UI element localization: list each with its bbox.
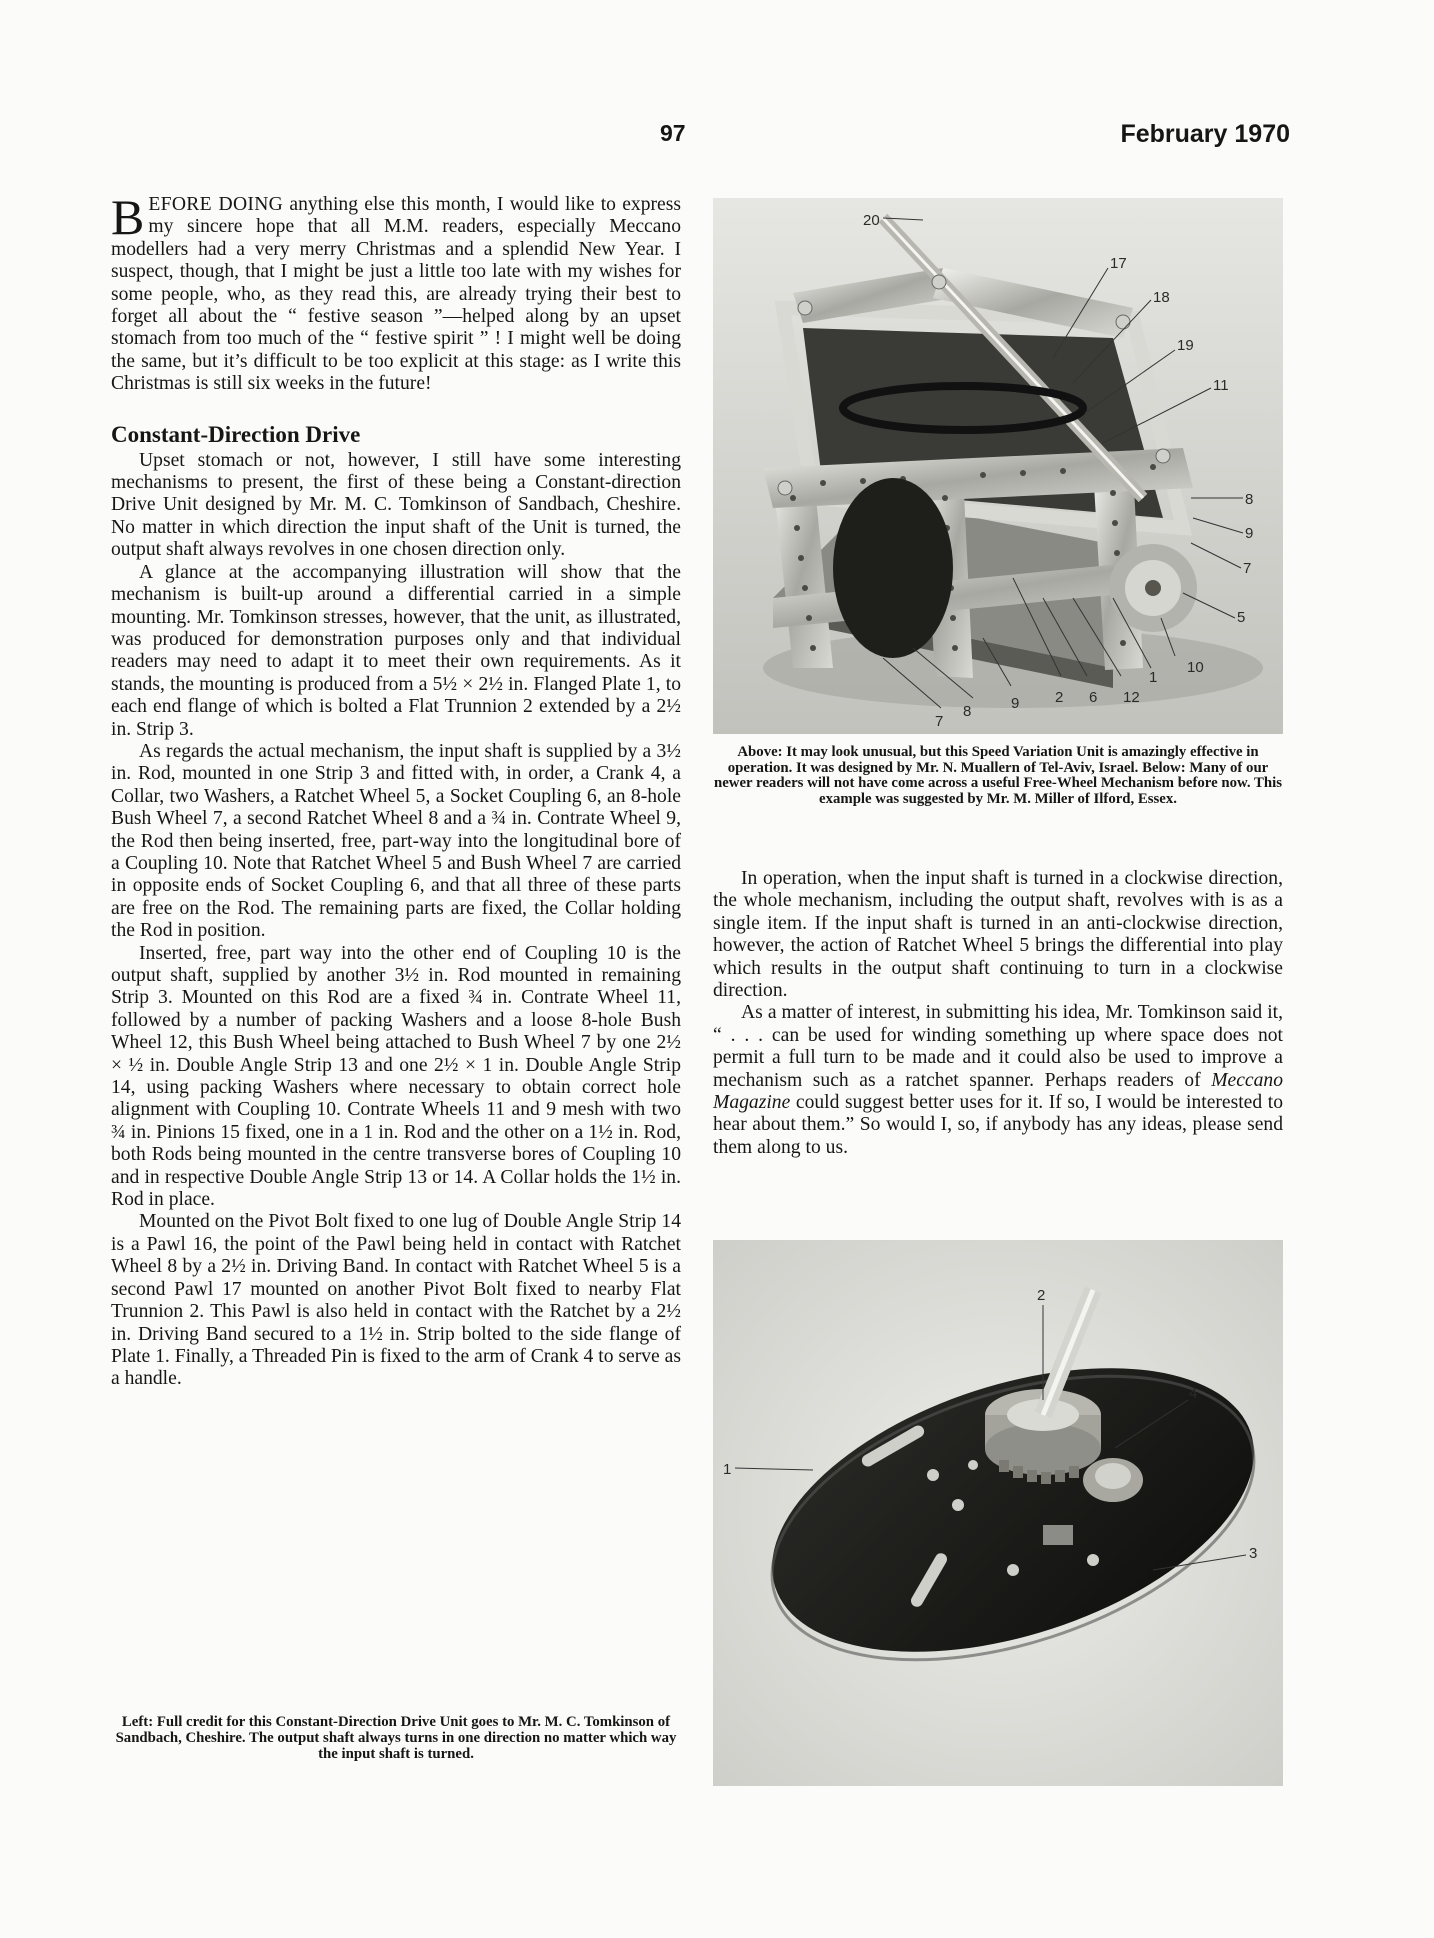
drop-cap: B — [111, 189, 145, 245]
photo-callout: 1 — [723, 1461, 732, 1478]
free-wheel-mechanism-illustration — [713, 1240, 1283, 1786]
photo-callout: 4 — [1189, 1385, 1198, 1402]
page-number: 97 — [660, 120, 686, 146]
speed-variation-unit-illustration — [713, 198, 1283, 734]
photo-callout: 7 — [935, 713, 944, 730]
photo-callout: 11 — [1213, 377, 1229, 394]
photo-callout: 12 — [1123, 689, 1140, 706]
intro-lead: EFORE DOING — [148, 194, 284, 215]
section-heading: Constant-Direction Drive — [111, 421, 361, 447]
photo-callout: 9 — [1245, 525, 1254, 542]
body-paragraph: Inserted, free, part way into the other end of Coupling 10 is the output shaft, supplied by another 3½ in. Rod mounted in remaining Strip 3. Mounted on this Rod are a fixed ¾ in. Contrate Wheel 11, followed by a number of packing Washers and a loose 8-hole Bush Wheel 12, this Bush Wheel being attached to Bush Wheel 7 by one 2½ × ½ in. Double Angle Strip 13 and one 2½ × 1 in. Double Angle Strip 14, using packing Washers where necessary to obtain correct hole alignment with Coupling 10. Contrate Wheels 11 and 9 mesh with two ¾ in. Pinions 15 fixed, one in a 1 in. Rod and the other on a 1½ in. Rod, both Rods being mounted in the centre transverse bores of Coupling 10 and in respective Double Angle Strip 13 or 14. A Collar holds the 1½ in. Rod in place. — [111, 942, 681, 1211]
photo-callout: 17 — [1110, 255, 1127, 272]
photo-callout: 19 — [1177, 337, 1194, 354]
photo-callout: 20 — [863, 212, 880, 229]
photo-callout: 18 — [1153, 289, 1170, 306]
left-column — [111, 189, 681, 1391]
body-paragraph: A glance at the accompanying illustration will show that the mechanism is built-up around a differential carried in a simple mounting. Mr. Tomkinson stresses, however, that the unit, as illustrated, was produced for demonstration purposes only and that individual readers may need to adapt it to meet their own requirements. As it stands, the mounting is produced from a 5½ × 2½ in. Flanged Plate 1, to each end flange of which is bolted a Flat Trunnion 2 extended by a 2½ in. Strip 3. — [111, 561, 681, 740]
photo-callout: 3 — [1249, 1545, 1258, 1562]
intro-text: anything else this month, I would like to express my sincere hope that all M.M. readers, especially Meccano modellers had a very merry Christmas and a splendid New Year. I suspect, though, that I might be just a little too late with my wishes for some people, who, as they read this, are already trying their best to forget all about the “ festive season ”—helped along by an upset stomach from too much of the “ festive spirit ” ! I might well be doing the same, but it’s difficult to be too explicit at this stage: as I write this Christmas is still six weeks in the future! — [111, 194, 681, 395]
photo-callout: 9 — [1011, 695, 1020, 712]
photo-callout: 1 — [1149, 669, 1158, 686]
free-wheel-mechanism-photo — [713, 1240, 1283, 1786]
speed-variation-unit-photo — [713, 198, 1283, 734]
photo-callout: 8 — [1245, 491, 1254, 508]
body-paragraph: As regards the actual mechanism, the input shaft is supplied by a 3½ in. Rod, mounted in one Strip 3 and fitted with, in order, a Crank 4, a Collar, two Washers, a Ratchet Wheel 5, a Socket Coupling 6, an 8-hole Bush Wheel 7, a second Ratchet Wheel 8 and a ¾ in. Contrate Wheel 9, the Rod then being inserted, free, part-way into the longitudinal bore of a Coupling 10. Note that Ratchet Wheel 5 and Bush Wheel 7 are carried in opposite ends of Socket Coupling 6, and that all three of these parts are free on the Rod. The remaining parts are fixed, the Collar holding the Rod in position. — [111, 740, 681, 942]
body-paragraph: Upset stomach or not, however, I still have some interesting mechanisms to present, the first of these being a Constant-direction Drive Unit designed by Mr. M. C. Tomkinson of Sandbach, Cheshire. No matter in which direction the input shaft of the Unit is turned, the output shaft always revolves in one chosen direction only. — [111, 449, 681, 561]
photo-callout: 6 — [1089, 689, 1098, 706]
intro-paragraph — [111, 189, 681, 396]
body-paragraph: In operation, when the input shaft is turned in a clockwise direction, the whole mechanism, including the output shaft, revolves with is as a single item. If the input shaft is turned in an anti-clockwise direction, however, the action of Ratchet Wheel 5 brings the differential into play which results in the output shaft continuing to turn in a clockwise direction. — [713, 868, 1283, 1002]
issue-date: February 1970 — [1120, 120, 1290, 148]
right-column — [713, 868, 1283, 1159]
caption-right: Above: It may look unusual, but this Speed Variation Unit is amazingly effective in operation. It was designed by Mr. N. Muallern of Tel-Aviv, Israel. Below: Many of our newer readers will not have come across a useful Free-Wheel Mechanism before now. This example was suggested by Mr. M. Miller of Ilford, Essex. — [714, 744, 1282, 807]
photo-callout: 5 — [1237, 609, 1246, 626]
photo-callout: 2 — [1037, 1287, 1046, 1304]
caption-left: Left: Full credit for this Constant-Direction Drive Unit goes to Mr. M. C. Tomkinson of Sandbach, Cheshire. The output shaft always turns in one direction no matter which way the input shaft is turned. — [115, 1714, 677, 1762]
photo-callout: 8 — [963, 703, 972, 720]
photo-callout: 2 — [1055, 689, 1064, 706]
photo-callout: 10 — [1187, 659, 1204, 676]
body-paragraph: As a matter of interest, in submitting his idea, Mr. Tomkinson said it, “ . . . can be used for winding something up where space does not permit a full turn to be made and it could also be used to improve a mechanism such as a ratchet spanner. Perhaps readers of Meccano Magazine could suggest better uses for it. If so, I would be interested to hear about them.” So would I, so, if anybody has any ideas, please send them along to us. — [713, 1002, 1283, 1158]
photo-callout: 7 — [1243, 560, 1252, 577]
body-paragraph: Mounted on the Pivot Bolt fixed to one lug of Double Angle Strip 14 is a Pawl 16, the point of the Pawl being held in contact with Ratchet Wheel 8 by a 2½ in. Driving Band. In contact with Ratchet Wheel 5 is a second Pawl 17 mounted on another Pivot Bolt fixed to nearby Flat Trunnion 2. This Pawl is also held in contact with the Ratchet by a 2½ in. Driving Band secured to a 1½ in. Strip bolted to the side flange of Plate 1. Finally, a Threaded Pin is fixed to the arm of Crank 4 to serve as a handle. — [111, 1211, 681, 1390]
